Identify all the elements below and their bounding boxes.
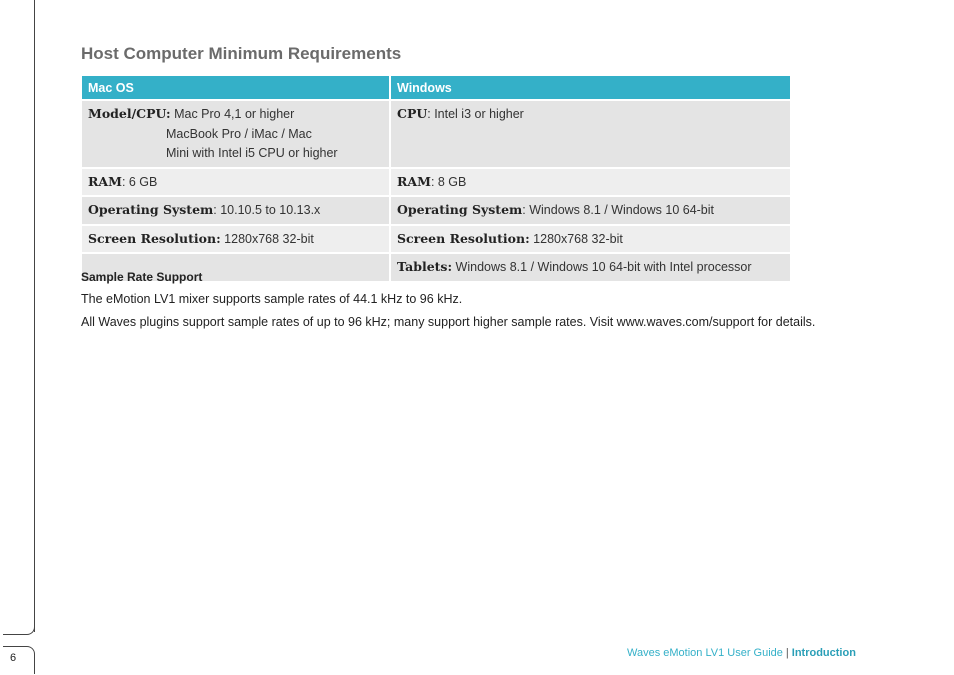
table-row — [82, 195, 790, 224]
cell-mac-ram — [82, 167, 389, 196]
requirements-table — [80, 76, 792, 281]
sample-rate-heading: Sample Rate Support — [81, 270, 203, 284]
cell-value: : 10.10.5 to 10.13.x — [213, 203, 321, 217]
page-number-box — [3, 646, 35, 674]
page-margin-line — [34, 0, 35, 632]
table-row — [82, 99, 790, 167]
cell-win-cpu — [391, 99, 790, 167]
cell-value: Windows 8.1 / Windows 10 64-bit with Intel processor — [452, 260, 752, 274]
sample-rate-line-2: All Waves plugins support sample rates of up to 96 kHz; many support higher sample rates. Visit www.waves.com/support for details. — [81, 315, 816, 329]
table-header-row — [82, 76, 790, 99]
footer-section: Introduction — [791, 647, 856, 659]
cell-win-ram — [391, 167, 790, 196]
cell-value: Mac Pro 4,1 or higher — [170, 107, 295, 121]
footer-guide-title: Waves eMotion LV1 User Guide — [627, 647, 783, 659]
table-row — [82, 167, 790, 196]
cell-value-continued: MacBook Pro / iMac / Mac — [166, 126, 312, 141]
cell-value: 1280x768 32-bit — [220, 231, 314, 246]
cell-label: Operating System — [88, 202, 214, 217]
cell-label: Operating System — [397, 202, 523, 217]
cell-value: : 6 GB — [121, 174, 158, 189]
page-margin-curve — [3, 618, 35, 635]
cell-label: Screen Resolution: — [397, 230, 530, 246]
cell-label: RAM — [397, 173, 431, 189]
cell-win-tablets — [391, 252, 790, 281]
cell-value-continued: Mini with Intel i5 CPU or higher — [166, 146, 338, 160]
page-number: 6 — [10, 652, 17, 664]
cell-value: : Intel i3 or higher — [427, 107, 524, 121]
table-row — [82, 224, 790, 253]
page-footer — [627, 647, 856, 659]
cell-value: 1280x768 32-bit — [529, 231, 623, 246]
cell-label: Screen Resolution: — [88, 230, 221, 246]
sample-rate-line-1: The eMotion LV1 mixer supports sample rates of 44.1 kHz to 96 kHz. — [81, 292, 463, 306]
cell-label: Model/CPU: — [88, 106, 171, 121]
cell-value: : 8 GB — [430, 174, 467, 189]
cell-win-os — [391, 195, 790, 224]
cell-mac-cpu — [82, 99, 389, 167]
cell-label: CPU — [397, 106, 428, 121]
cell-mac-os — [82, 195, 389, 224]
footer-separator: | — [785, 647, 789, 659]
header-windows: Windows — [391, 76, 790, 99]
cell-value: : Windows 8.1 / Windows 10 64-bit — [522, 203, 715, 217]
cell-win-resolution — [391, 224, 790, 253]
cell-mac-resolution — [82, 224, 389, 253]
cell-label: Tablets: — [397, 259, 453, 274]
cell-label: RAM — [88, 173, 122, 189]
page-title: Host Computer Minimum Requirements — [81, 44, 402, 63]
header-mac-os: Mac OS — [82, 76, 389, 99]
